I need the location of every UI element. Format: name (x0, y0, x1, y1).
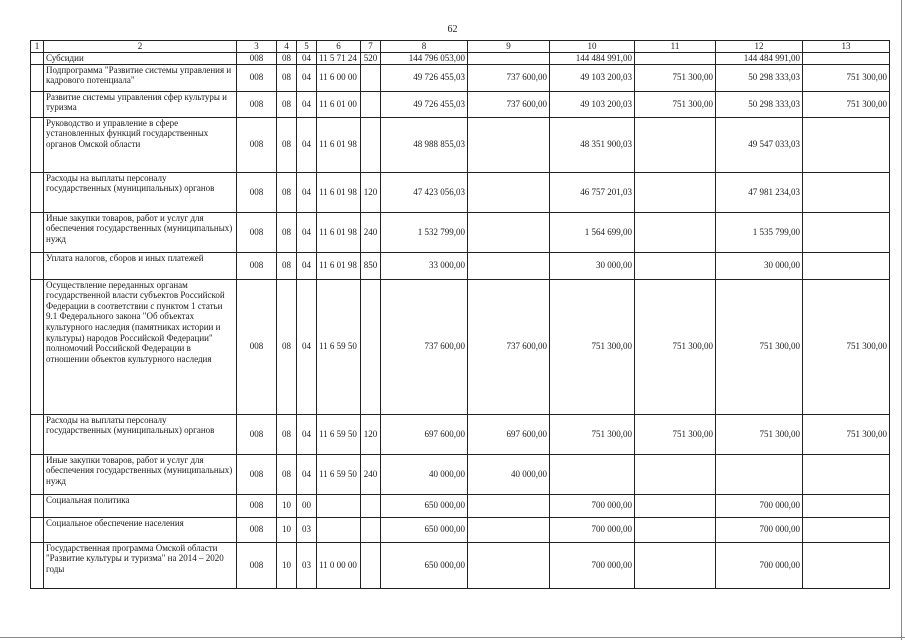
cell-subsection: 04 (297, 172, 317, 212)
cell-section: 08 (277, 414, 297, 454)
table-row (31, 212, 890, 252)
empty-cell (31, 252, 44, 279)
empty-cell (31, 279, 44, 414)
cell-amount-8: 1 532 799,00 (381, 212, 468, 252)
row-label: Социальное обеспечение населения (44, 517, 237, 542)
cell-target-code: 11 6 01 98 (317, 212, 361, 252)
cell-section: 08 (277, 117, 297, 172)
cell-target-code: 11 6 01 98 (317, 172, 361, 212)
cell-section: 10 (277, 494, 297, 517)
cell-expense-type (361, 64, 381, 91)
cell-target-code: 11 6 01 98 (317, 117, 361, 172)
cell-amount-9 (468, 494, 550, 517)
cell-amount-13 (803, 252, 890, 279)
cell-expense-type: 120 (361, 172, 381, 212)
cell-amount-10: 46 757 201,03 (550, 172, 635, 212)
cell-amount-9 (468, 117, 550, 172)
cell-ministry-code: 008 (237, 64, 277, 91)
cell-amount-12: 30 000,00 (716, 252, 803, 279)
table-row (31, 172, 890, 212)
cell-amount-12: 50 298 333,03 (716, 64, 803, 91)
empty-cell (31, 91, 44, 117)
cell-amount-12: 751 300,00 (716, 279, 803, 414)
cell-amount-12: 50 298 333,03 (716, 91, 803, 117)
cell-amount-10: 700 000,00 (550, 494, 635, 517)
cell-section: 08 (277, 172, 297, 212)
empty-cell (31, 64, 44, 91)
cell-amount-13 (803, 212, 890, 252)
cell-amount-8: 650 000,00 (381, 494, 468, 517)
empty-cell (31, 414, 44, 454)
cell-amount-11: 751 300,00 (635, 279, 716, 414)
cell-ministry-code: 008 (237, 212, 277, 252)
cell-subsection: 04 (297, 212, 317, 252)
cell-amount-9 (468, 252, 550, 279)
cell-amount-10: 48 351 900,03 (550, 117, 635, 172)
cell-ministry-code: 008 (237, 414, 277, 454)
cell-amount-13 (803, 542, 890, 588)
cell-ministry-code: 008 (237, 517, 277, 542)
table-row (31, 53, 890, 65)
cell-amount-11 (635, 542, 716, 588)
cell-amount-13 (803, 53, 890, 65)
cell-ministry-code: 008 (237, 252, 277, 279)
empty-cell (31, 517, 44, 542)
cell-amount-10: 751 300,00 (550, 279, 635, 414)
cell-amount-9: 737 600,00 (468, 91, 550, 117)
cell-section: 08 (277, 53, 297, 65)
table-row (31, 91, 890, 117)
table-row (31, 517, 890, 542)
cell-amount-8: 144 796 053,00 (381, 53, 468, 65)
cell-amount-10: 49 103 200,03 (550, 64, 635, 91)
cell-expense-type: 120 (361, 414, 381, 454)
cell-subsection: 04 (297, 64, 317, 91)
cell-target-code: 11 6 01 00 (317, 91, 361, 117)
empty-cell (31, 542, 44, 588)
cell-amount-9: 737 600,00 (468, 64, 550, 91)
cell-amount-9 (468, 212, 550, 252)
cell-amount-8: 737 600,00 (381, 279, 468, 414)
cell-target-code: 11 6 01 98 (317, 252, 361, 279)
col-header: 6 (317, 41, 361, 53)
cell-ministry-code: 008 (237, 53, 277, 65)
cell-amount-8: 650 000,00 (381, 542, 468, 588)
row-label: Подпрограмма "Развитие системы управления и кадрового потенциала" (44, 64, 237, 91)
table-body (31, 41, 890, 589)
budget-table (30, 40, 890, 589)
cell-target-code (317, 517, 361, 542)
cell-amount-11: 751 300,00 (635, 91, 716, 117)
row-label: Социальная политика (44, 494, 237, 517)
cell-section: 08 (277, 212, 297, 252)
cell-expense-type (361, 279, 381, 414)
empty-cell (31, 172, 44, 212)
row-label: Осуществление переданных органам государственной власти субъектов Российской Федерации в соответствии с пунктом 1 статьи 9.1 Федерального закона "Об объектах культурного наследия (памятниках истории и культуры) народов Российской Федерации" полномочий Российской Федерации в отношении объектов культурного наследия (44, 279, 237, 414)
cell-target-code: 11 6 59 50 (317, 454, 361, 494)
cell-amount-8: 697 600,00 (381, 414, 468, 454)
cell-ministry-code: 008 (237, 454, 277, 494)
cell-amount-10: 700 000,00 (550, 517, 635, 542)
cell-amount-13: 751 300,00 (803, 279, 890, 414)
cell-amount-9: 737 600,00 (468, 279, 550, 414)
row-label: Иные закупки товаров, работ и услуг для обеспечения государственных (муниципальных) нужд (44, 454, 237, 494)
cell-ministry-code: 008 (237, 117, 277, 172)
cell-section: 10 (277, 542, 297, 588)
row-label: Руководство и управление в сфере установленных функций государственных органов Омской области (44, 117, 237, 172)
table-row (31, 414, 890, 454)
col-header: 11 (635, 41, 716, 53)
scan-bottom-edge (0, 637, 905, 638)
col-header: 7 (361, 41, 381, 53)
row-label: Уплата налогов, сборов и иных платежей (44, 252, 237, 279)
cell-section: 08 (277, 279, 297, 414)
table-row (31, 542, 890, 588)
table-row (31, 279, 890, 414)
cell-expense-type (361, 91, 381, 117)
cell-amount-10: 49 103 200,03 (550, 91, 635, 117)
col-header: 9 (468, 41, 550, 53)
cell-subsection: 04 (297, 414, 317, 454)
cell-target-code (317, 494, 361, 517)
cell-amount-10: 1 564 699,00 (550, 212, 635, 252)
cell-target-code: 11 6 00 00 (317, 64, 361, 91)
cell-amount-13 (803, 454, 890, 494)
empty-cell (31, 494, 44, 517)
cell-section: 08 (277, 252, 297, 279)
col-header: 12 (716, 41, 803, 53)
cell-subsection: 03 (297, 542, 317, 588)
cell-amount-9: 697 600,00 (468, 414, 550, 454)
cell-expense-type (361, 117, 381, 172)
cell-ministry-code: 008 (237, 91, 277, 117)
cell-amount-11 (635, 454, 716, 494)
cell-amount-12: 700 000,00 (716, 494, 803, 517)
cell-amount-12: 700 000,00 (716, 542, 803, 588)
cell-amount-9 (468, 517, 550, 542)
row-label: Расходы на выплаты персоналу государственных (муниципальных) органов (44, 414, 237, 454)
cell-amount-8: 47 423 056,03 (381, 172, 468, 212)
cell-amount-12: 144 484 991,00 (716, 53, 803, 65)
col-header: 1 (31, 41, 44, 53)
cell-subsection: 00 (297, 494, 317, 517)
cell-amount-10: 30 000,00 (550, 252, 635, 279)
cell-amount-12: 1 535 799,00 (716, 212, 803, 252)
cell-amount-11 (635, 517, 716, 542)
scan-right-edge (901, 0, 902, 640)
cell-expense-type (361, 542, 381, 588)
cell-target-code: 11 5 71 24 (317, 53, 361, 65)
cell-ministry-code: 008 (237, 494, 277, 517)
cell-amount-10: 700 000,00 (550, 542, 635, 588)
cell-amount-8: 49 726 455,03 (381, 64, 468, 91)
cell-amount-11 (635, 53, 716, 65)
col-header: 8 (381, 41, 468, 53)
col-header: 2 (44, 41, 237, 53)
cell-ministry-code: 008 (237, 172, 277, 212)
col-header: 4 (277, 41, 297, 53)
col-header: 5 (297, 41, 317, 53)
cell-subsection: 04 (297, 252, 317, 279)
empty-cell (31, 454, 44, 494)
cell-subsection: 04 (297, 454, 317, 494)
cell-subsection: 04 (297, 91, 317, 117)
cell-amount-13: 751 300,00 (803, 64, 890, 91)
cell-amount-8: 40 000,00 (381, 454, 468, 494)
cell-amount-11: 751 300,00 (635, 414, 716, 454)
cell-amount-10: 144 484 991,00 (550, 53, 635, 65)
header-row (31, 41, 890, 53)
table-row (31, 454, 890, 494)
cell-amount-12: 751 300,00 (716, 414, 803, 454)
row-label: Субсидии (44, 53, 237, 65)
cell-amount-8: 650 000,00 (381, 517, 468, 542)
cell-section: 10 (277, 517, 297, 542)
cell-target-code: 11 6 59 50 (317, 414, 361, 454)
row-label: Иные закупки товаров, работ и услуг для обеспечения государственных (муниципальных) нужд (44, 212, 237, 252)
cell-amount-12: 47 981 234,03 (716, 172, 803, 212)
cell-amount-13 (803, 517, 890, 542)
empty-cell (31, 117, 44, 172)
cell-amount-8: 48 988 855,03 (381, 117, 468, 172)
table-row (31, 117, 890, 172)
page-number: 62 (447, 24, 458, 35)
cell-amount-13: 751 300,00 (803, 414, 890, 454)
cell-amount-10: 751 300,00 (550, 414, 635, 454)
table-row (31, 252, 890, 279)
cell-section: 08 (277, 91, 297, 117)
table-row (31, 494, 890, 517)
cell-expense-type (361, 517, 381, 542)
cell-amount-8: 49 726 455,03 (381, 91, 468, 117)
cell-section: 08 (277, 64, 297, 91)
cell-amount-11 (635, 172, 716, 212)
cell-amount-13: 751 300,00 (803, 91, 890, 117)
col-header: 13 (803, 41, 890, 53)
cell-ministry-code: 008 (237, 279, 277, 414)
col-header: 3 (237, 41, 277, 53)
cell-expense-type: 240 (361, 212, 381, 252)
cell-amount-9 (468, 172, 550, 212)
row-label: Развитие системы управления сфер культуры и туризма (44, 91, 237, 117)
cell-amount-9 (468, 542, 550, 588)
cell-amount-11 (635, 212, 716, 252)
cell-amount-12: 700 000,00 (716, 517, 803, 542)
row-label: Расходы на выплаты персоналу государственных (муниципальных) органов (44, 172, 237, 212)
cell-expense-type (361, 494, 381, 517)
col-header: 10 (550, 41, 635, 53)
cell-amount-9: 40 000,00 (468, 454, 550, 494)
empty-cell (31, 53, 44, 65)
cell-target-code: 11 0 00 00 (317, 542, 361, 588)
cell-section: 08 (277, 454, 297, 494)
cell-expense-type: 520 (361, 53, 381, 65)
table-row (31, 64, 890, 91)
cell-expense-type: 240 (361, 454, 381, 494)
cell-amount-13 (803, 117, 890, 172)
cell-amount-11: 751 300,00 (635, 64, 716, 91)
cell-amount-13 (803, 172, 890, 212)
cell-amount-11 (635, 494, 716, 517)
empty-cell (31, 212, 44, 252)
cell-amount-8: 33 000,00 (381, 252, 468, 279)
cell-amount-12 (716, 454, 803, 494)
cell-subsection: 04 (297, 53, 317, 65)
cell-target-code: 11 6 59 50 (317, 279, 361, 414)
cell-amount-10 (550, 454, 635, 494)
cell-amount-13 (803, 494, 890, 517)
cell-subsection: 04 (297, 279, 317, 414)
cell-amount-9 (468, 53, 550, 65)
cell-amount-11 (635, 117, 716, 172)
cell-subsection: 03 (297, 517, 317, 542)
cell-ministry-code: 008 (237, 542, 277, 588)
cell-expense-type: 850 (361, 252, 381, 279)
cell-amount-11 (635, 252, 716, 279)
row-label: Государственная программа Омской области "Развитие культуры и туризма" на 2014 – 2020 годы (44, 542, 237, 588)
cell-subsection: 04 (297, 117, 317, 172)
cell-amount-12: 49 547 033,03 (716, 117, 803, 172)
